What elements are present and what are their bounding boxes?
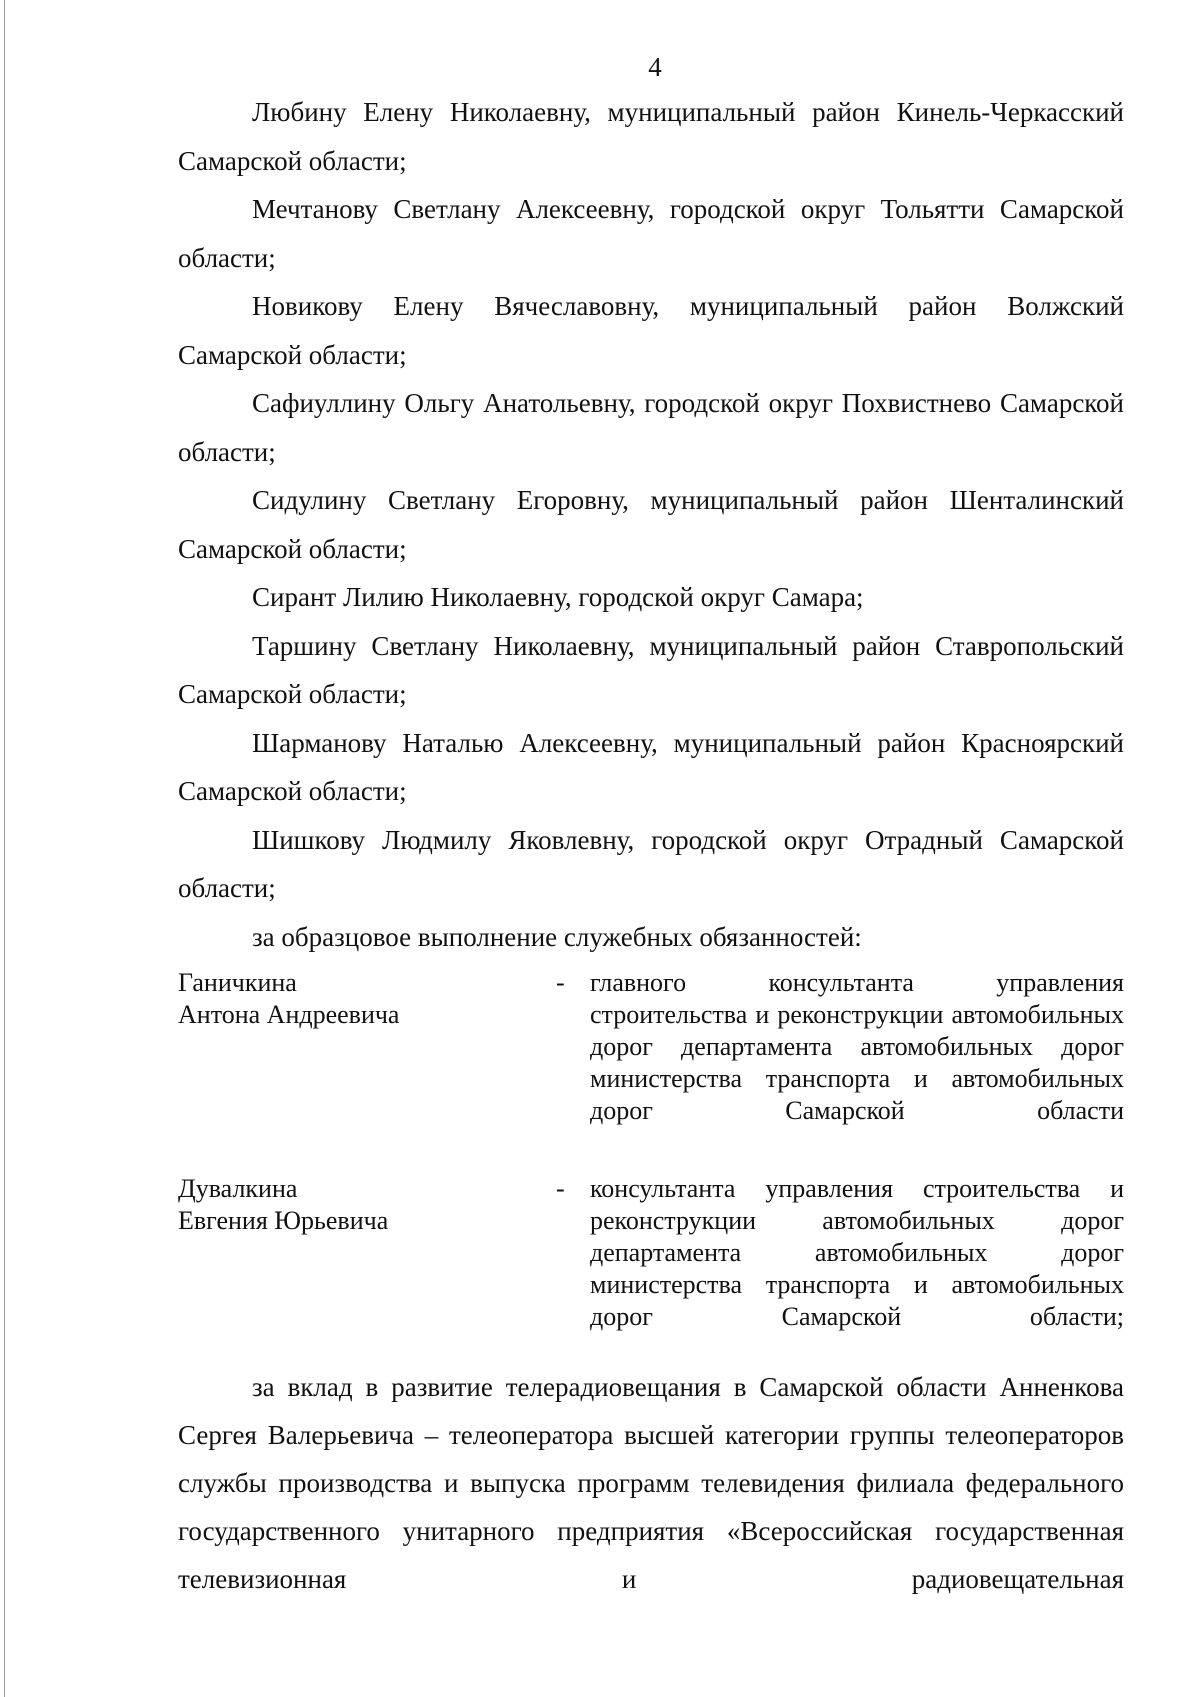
awardee-position: консультанта управления строительства и реконструкции автомобильных дорог департамента автомобильных дорог министерства транспорта и автомобильных дорог Самарской области; [590,1174,1124,1331]
paragraph: Новикову Елену Вячеславовну, муниципальный район Волжский Самарской области; [178,291,1124,370]
awardee-row [178,967,1124,1127]
awardee-row [178,1173,1124,1333]
section-heading: за образцовое выполнение служебных обязанностей: [252,921,862,952]
paragraph: Сирант Лилию Николаевну, городской округ Самара; [252,582,864,612]
paragraph: Мечтанову Светлану Алексеевну, городской округ Тольятти Самарской области; [178,194,1124,273]
awardee-position: главного консультанта управления строительства и реконструкции автомобильных дорог департамента автомобильных дорог министерства транспорта и автомобильных дорог Самарской области [590,968,1124,1125]
awardee-surname: Ганичкина [178,968,297,997]
awardee-dash: - [556,968,565,997]
paragraph: Шишкову Людмилу Яковлевну, городской округ Отрадный Самарской области; [178,824,1124,903]
awardee-list [178,967,1124,1333]
awardee-surname: Дувалкина [178,1174,298,1203]
awardee-dash: - [556,1174,565,1203]
awardee-given-names: Евгения Юрьевича [178,1206,389,1235]
final-paragraph: за вклад в развитие телерадиовещания в Самарской области Анненкова Сергея Валерьевича – телеоператора высшей категории группы телеоператоров службы производства и выпуска программ телевидения филиала федерального государственного унитарного предприятия «Всероссийская государственная телевизионная и радиовещательная [178,1372,1124,1594]
paragraph: Таршину Светлану Николаевну, муниципальный район Ставропольский Самарской области; [178,630,1124,709]
paragraph: Сафиуллину Ольгу Анатольевну, городской округ Похвистнево Самарской области; [178,388,1124,467]
paragraph: Сидулину Светлану Егоровну, муниципальный район Шенталинский Самарской области; [178,485,1124,564]
paragraph: Любину Елену Николаевну, муниципальный район Кинель-Черкасский Самарской области; [178,97,1124,176]
awardee-name [178,1173,556,1333]
awardee-name [178,967,556,1127]
page-number: 4 [648,52,662,82]
awardee-given-names: Антона Андреевича [178,1000,400,1029]
document-body [178,88,1124,1603]
scan-edge-line [4,0,5,1697]
paragraph: Шарманову Наталью Алексеевну, муниципальный район Красноярский Самарской области; [178,727,1124,806]
